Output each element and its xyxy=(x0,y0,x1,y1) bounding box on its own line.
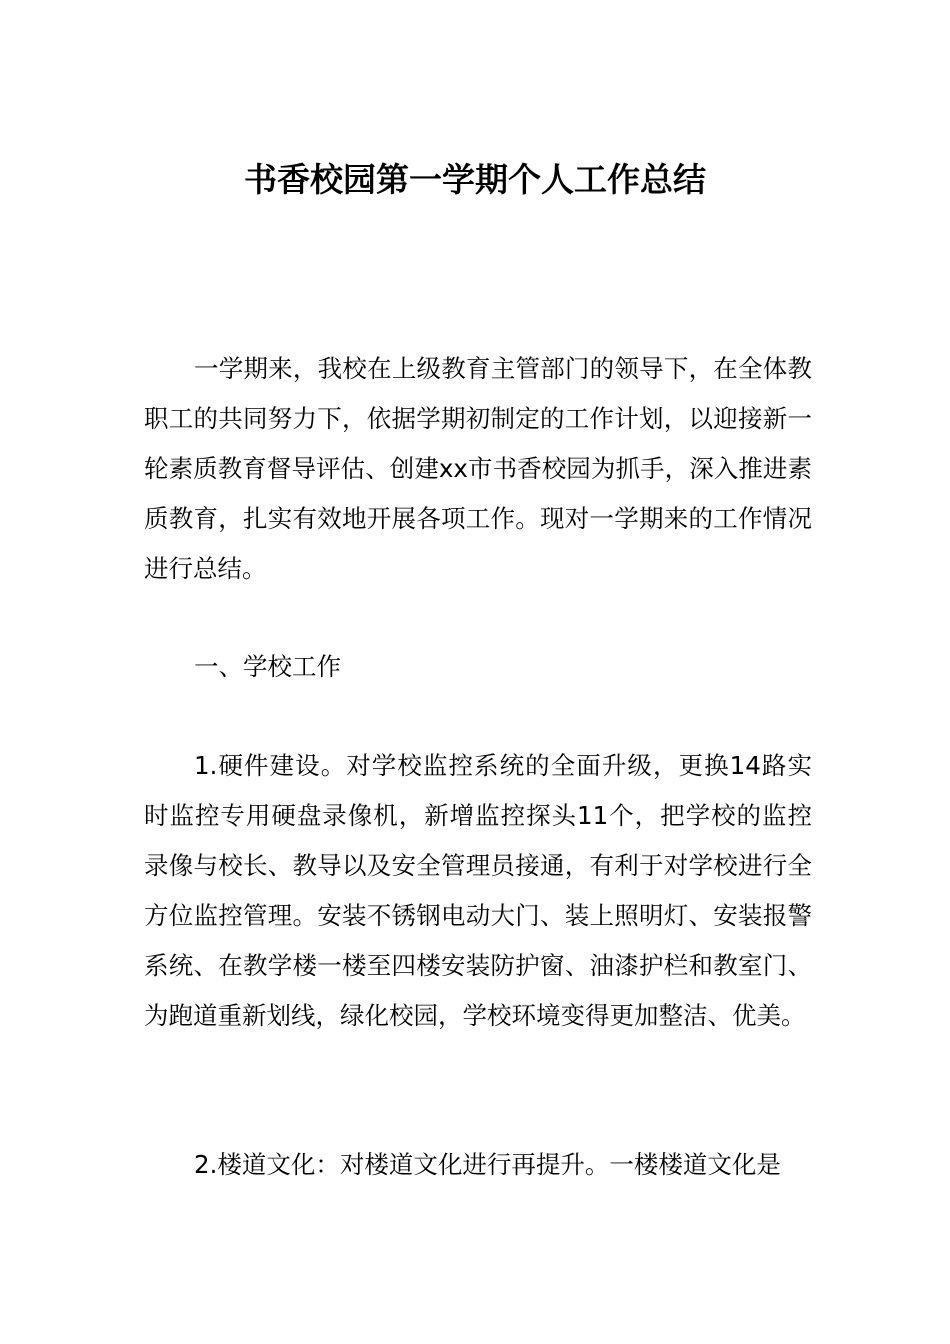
section-heading: 一、学校工作 xyxy=(194,652,341,681)
intro-paragraph: 一学期来，我校在上级教育主管部门的领导下，在全体教职工的共同努力下，依据学期初制定的工作计划，以迎接新一轮素质教育督导评估、创建xx市书香校园为抓手，深入推进素质教育，扎实有效地开展各项工作。现对一学期来的工作情况进行总结。 xyxy=(144,354,812,583)
body-paragraph: 2.楼道文化：对楼道文化进行再提升。一楼楼道文化是 xyxy=(194,1150,781,1179)
document-title: 书香校园第一学期个人工作总结 xyxy=(244,160,706,199)
body-paragraph: 1.硬件建设。对学校监控系统的全面升级，更换14路实时监控专用硬盘录像机，新增监控探头11个，把学校的监控录像与校长、教导以及安全管理员接通，有利于对学校进行全方位监控管理。安装不锈钢电动大门、装上照明灯、安装报警系统、在教学楼一楼至四楼安装防护窗、油漆护栏和教室门、为跑道重新划线，绿化校园，学校环境变得更加整洁、优美。 xyxy=(144,751,812,1030)
